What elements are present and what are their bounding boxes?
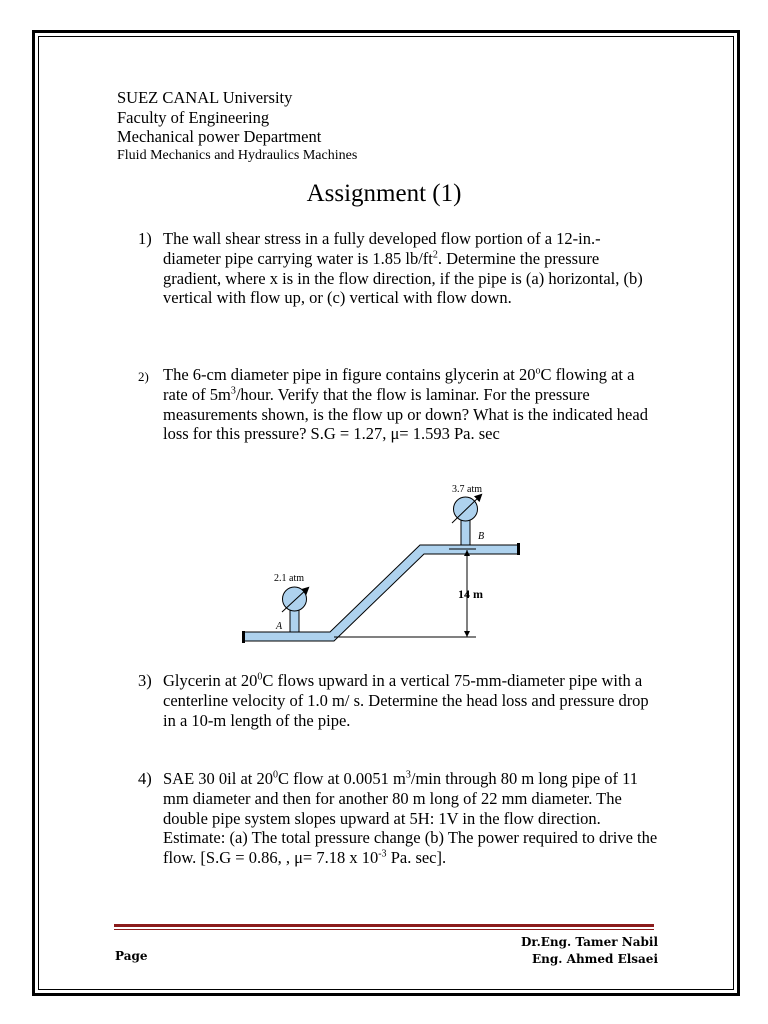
gauge-a: [282, 587, 308, 632]
question-number: 1): [138, 229, 152, 248]
question-text: The 6-cm diameter pipe in figure contains glycerin at 20$^o$C flowing at a rate of $5m^3$/hour. Verify that the flow is laminar. For the pressure measurements shown, is the flow up or down? What is the indicated head loss for this pressure? S.G = 1.27, μ= 1.593 Pa. sec: [163, 365, 648, 444]
question-3: [138, 671, 658, 730]
question-number: 3): [138, 671, 152, 690]
question-text: Glycerin at $20^0C$ flows upward in a vertical 75-mm-diameter pipe with a centerline velocity of 1.0 m/ s. Determine the head loss and pressure drop in a 10-m length of the pipe.: [163, 671, 649, 730]
label-point-a: A: [276, 621, 283, 632]
label-left-pressure: 2.1 atm: [274, 573, 304, 584]
question-number: 2): [138, 369, 149, 384]
pipe-figure: [238, 478, 528, 648]
footer-divider: [114, 924, 654, 930]
assignment-title: Assignment (1): [306, 180, 462, 207]
pipe-diagram: [238, 478, 528, 648]
author-1: Dr.Eng. Tamer Nabil: [520, 935, 658, 949]
university-name: SUEZ CANAL University: [117, 88, 293, 107]
label-top-pressure: 3.7 atm: [452, 484, 482, 495]
label-height: 14 m: [458, 587, 483, 601]
question-4: [138, 769, 658, 868]
department-name: Mechanical power Department: [117, 127, 322, 146]
gauge-b: [452, 495, 481, 545]
course-name: Fluid Mechanics and Hydraulics Machines: [117, 147, 358, 163]
faculty-name: Faculty of Engineering: [117, 107, 270, 127]
header-block: [117, 88, 357, 164]
question-2: [138, 365, 658, 444]
footer-authors: [521, 934, 658, 968]
label-point-b: B: [478, 531, 485, 542]
question-text: SAE 30 0il at $20^0C$ flow at 0.0051 $m^3/\min$ through 80 m long pipe of 11 mm diameter and then for another 80 m long of 22 mm diameter. The double pipe system slopes upward at 5H: 1V in the flow direction. Estimate: (a) The total pressure change (b) The power required to drive the flow. [S.G = 0.86, , μ= 7.18 x $10^{-3}$ Pa. sec].: [163, 769, 658, 868]
question-text: The wall shear stress in a fully developed flow portion of a 12-in.-diameter pipe carrying water is 1.85 $lb/ft^2$. Determine the pressure gradient, where x is in the flow direction, if the pipe is (a) horizontal, (b) vertical with flow up, or (c) vertical with flow down.: [163, 229, 643, 308]
question-number: 4): [138, 769, 152, 788]
question-1: [138, 229, 658, 308]
footer-page-label: Page: [115, 949, 148, 963]
author-2: Eng. Ahmed Elsaei: [532, 952, 658, 966]
